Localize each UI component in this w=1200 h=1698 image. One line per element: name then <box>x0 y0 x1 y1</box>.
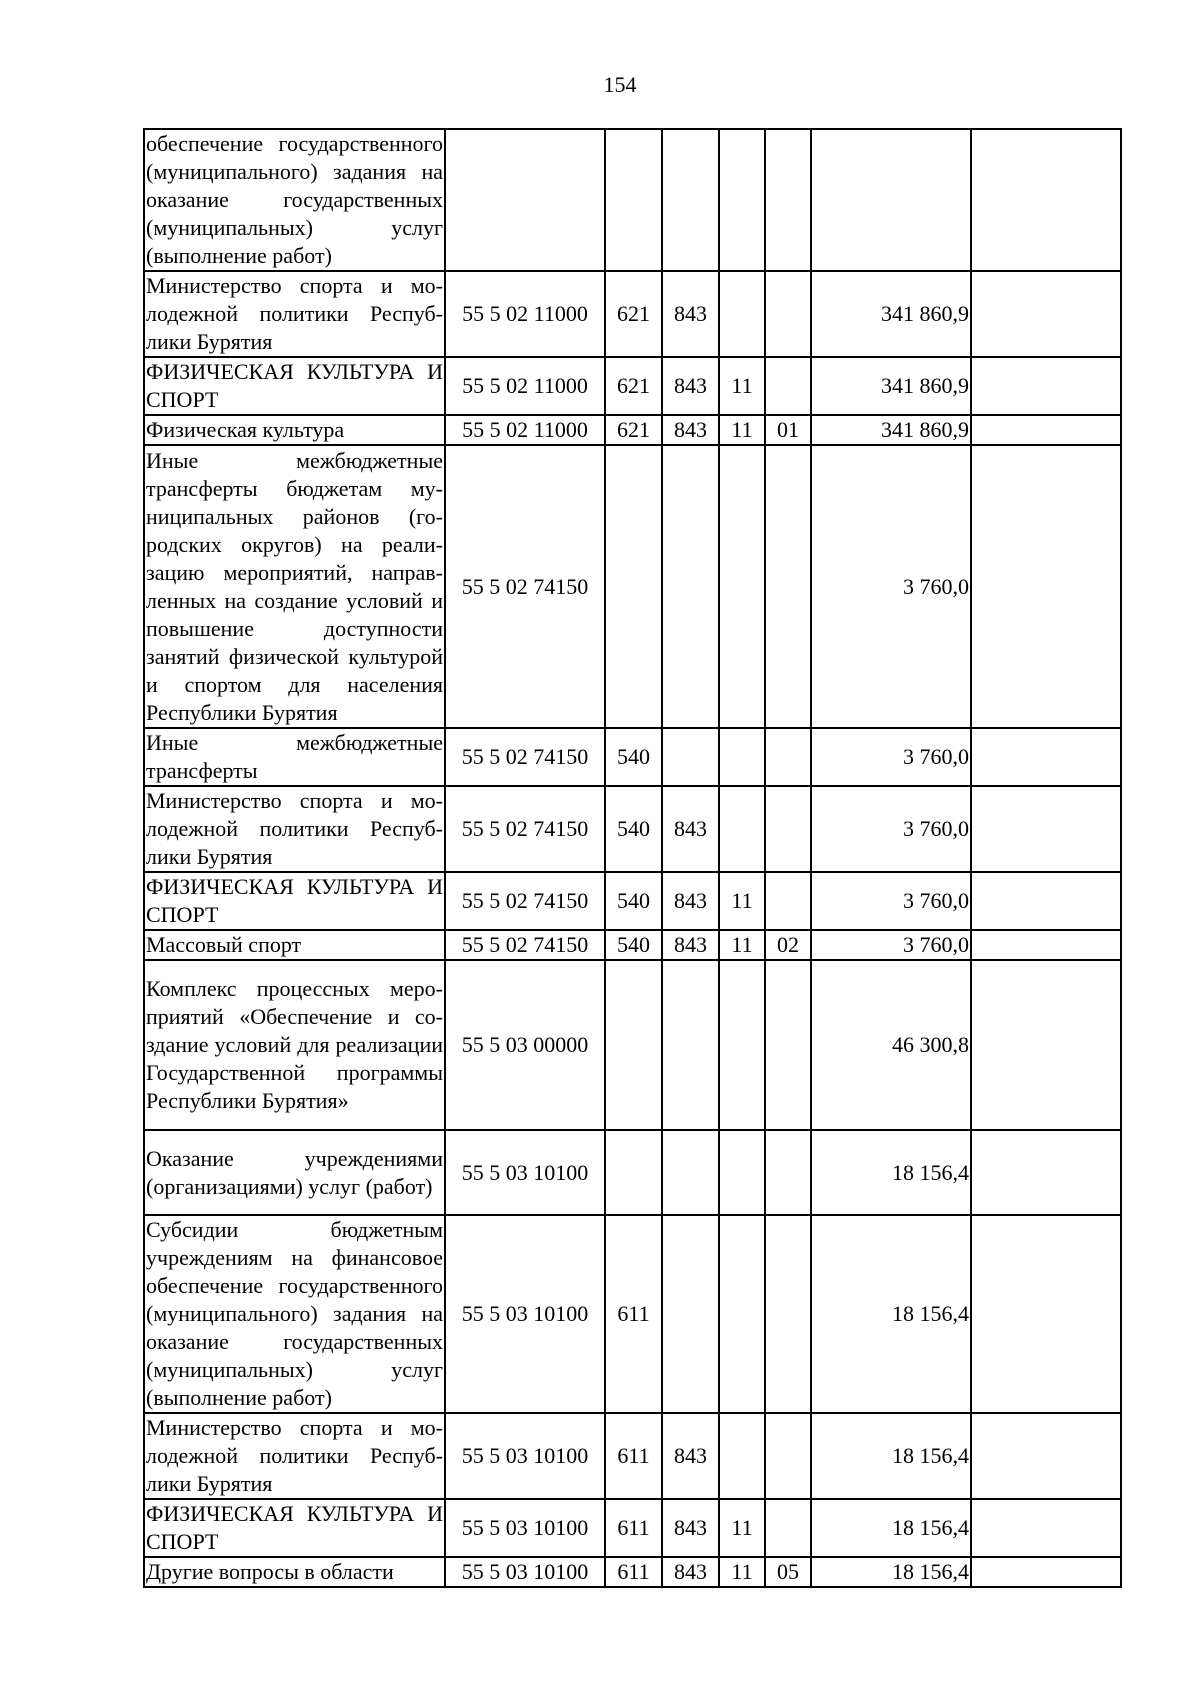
cell-vr: 611 <box>605 1413 662 1499</box>
cell-extra <box>971 1130 1121 1215</box>
cell-vr: 540 <box>605 786 662 872</box>
cell-grbs <box>662 960 719 1130</box>
cell-pr: 05 <box>765 1557 811 1587</box>
cell-grbs: 843 <box>662 1557 719 1587</box>
cell-rz: 11 <box>719 1499 765 1557</box>
cell-vr: 611 <box>605 1499 662 1557</box>
cell-name: обеспечение государственного (муниципального) задания на оказание государственных (муниципальных) услуг (выполнение работ) <box>144 129 445 271</box>
cell-csr: 55 5 03 10100 <box>445 1413 605 1499</box>
cell-extra <box>971 960 1121 1130</box>
cell-pr <box>765 786 811 872</box>
cell-grbs <box>662 445 719 728</box>
cell-vr: 540 <box>605 872 662 930</box>
cell-extra <box>971 786 1121 872</box>
cell-rz: 11 <box>719 357 765 415</box>
cell-rz <box>719 271 765 357</box>
cell-grbs: 843 <box>662 1499 719 1557</box>
cell-extra <box>971 415 1121 445</box>
cell-csr: 55 5 03 10100 <box>445 1130 605 1215</box>
cell-sum: 3 760,0 <box>811 786 971 872</box>
cell-name: Другие вопросы в области <box>144 1557 445 1587</box>
cell-pr <box>765 872 811 930</box>
cell-pr: 01 <box>765 415 811 445</box>
table-row <box>144 1215 1121 1413</box>
cell-csr <box>445 129 605 271</box>
cell-csr: 55 5 02 11000 <box>445 357 605 415</box>
cell-sum: 3 760,0 <box>811 930 971 960</box>
table-row <box>144 445 1121 728</box>
cell-extra <box>971 872 1121 930</box>
cell-extra <box>971 445 1121 728</box>
cell-grbs <box>662 1215 719 1413</box>
cell-sum: 18 156,4 <box>811 1557 971 1587</box>
cell-grbs: 843 <box>662 415 719 445</box>
cell-csr: 55 5 02 11000 <box>445 415 605 445</box>
cell-grbs: 843 <box>662 1413 719 1499</box>
cell-pr <box>765 728 811 786</box>
table-row <box>144 1130 1121 1215</box>
table-row <box>144 930 1121 960</box>
cell-pr <box>765 1215 811 1413</box>
cell-extra <box>971 1215 1121 1413</box>
cell-vr: 611 <box>605 1557 662 1587</box>
cell-name: Массовый спорт <box>144 930 445 960</box>
cell-sum: 18 156,4 <box>811 1413 971 1499</box>
cell-vr <box>605 1130 662 1215</box>
cell-extra <box>971 1499 1121 1557</box>
table-row <box>144 728 1121 786</box>
cell-sum: 46 300,8 <box>811 960 971 1130</box>
cell-csr: 55 5 02 11000 <box>445 271 605 357</box>
cell-vr: 540 <box>605 728 662 786</box>
table-row <box>144 415 1121 445</box>
cell-csr: 55 5 03 10100 <box>445 1215 605 1413</box>
page-number: 154 <box>603 72 637 97</box>
cell-csr: 55 5 03 00000 <box>445 960 605 1130</box>
cell-pr <box>765 129 811 271</box>
cell-vr <box>605 960 662 1130</box>
cell-pr <box>765 1499 811 1557</box>
table-body <box>144 129 1121 1587</box>
cell-name: Субсидии бюджетным учреждениям на финансовое обеспечение государственного (муниципального) задания на оказание государственных (муниципальных) услуг (выполнение работ) <box>144 1215 445 1413</box>
cell-extra <box>971 129 1121 271</box>
cell-sum: 18 156,4 <box>811 1499 971 1557</box>
table-row <box>144 271 1121 357</box>
cell-extra <box>971 357 1121 415</box>
cell-sum: 3 760,0 <box>811 872 971 930</box>
cell-csr: 55 5 02 74150 <box>445 930 605 960</box>
cell-rz <box>719 728 765 786</box>
cell-csr: 55 5 03 10100 <box>445 1499 605 1557</box>
cell-sum: 18 156,4 <box>811 1130 971 1215</box>
table-row <box>144 786 1121 872</box>
budget-table <box>143 128 1122 1588</box>
cell-pr: 02 <box>765 930 811 960</box>
cell-grbs <box>662 129 719 271</box>
cell-sum: 341 860,9 <box>811 415 971 445</box>
cell-name: ФИЗИЧЕСКАЯ КУЛЬТУРА И СПОРТ <box>144 357 445 415</box>
cell-sum: 18 156,4 <box>811 1215 971 1413</box>
cell-vr: 621 <box>605 415 662 445</box>
cell-vr: 621 <box>605 271 662 357</box>
cell-extra <box>971 930 1121 960</box>
cell-csr: 55 5 02 74150 <box>445 786 605 872</box>
cell-name: Министерство спорта и молодежной политики Республики Бурятия <box>144 1413 445 1499</box>
cell-rz <box>719 1215 765 1413</box>
cell-name: Министерство спорта и молодежной политики Республики Бурятия <box>144 271 445 357</box>
cell-name: Иные межбюджетные трансферты бюджетам муниципальных районов (городских округов) на реализацию мероприятий, направленных на создание условий и повышение доступности занятий физической культурой и спортом для населения Республики Бурятия <box>144 445 445 728</box>
cell-grbs: 843 <box>662 271 719 357</box>
cell-vr <box>605 129 662 271</box>
cell-rz <box>719 786 765 872</box>
cell-csr: 55 5 02 74150 <box>445 445 605 728</box>
table-row <box>144 1413 1121 1499</box>
cell-extra <box>971 1413 1121 1499</box>
cell-pr <box>765 445 811 728</box>
cell-name: Комплекс процессных мероприятий «Обеспечение и создание условий для реализации Государственной программы Республики Бурятия» <box>144 960 445 1130</box>
cell-pr <box>765 271 811 357</box>
cell-vr: 621 <box>605 357 662 415</box>
cell-sum: 341 860,9 <box>811 271 971 357</box>
cell-rz: 11 <box>719 415 765 445</box>
cell-name: Оказание учреждениями (организациями) услуг (работ) <box>144 1130 445 1215</box>
cell-grbs <box>662 1130 719 1215</box>
cell-rz <box>719 1130 765 1215</box>
cell-csr: 55 5 02 74150 <box>445 872 605 930</box>
cell-extra <box>971 1557 1121 1587</box>
cell-pr <box>765 1130 811 1215</box>
cell-pr <box>765 960 811 1130</box>
cell-rz: 11 <box>719 930 765 960</box>
cell-name: Иные межбюджетные трансферты <box>144 728 445 786</box>
cell-rz: 11 <box>719 872 765 930</box>
cell-vr: 540 <box>605 930 662 960</box>
cell-vr <box>605 445 662 728</box>
cell-rz <box>719 1413 765 1499</box>
cell-name: Министерство спорта и молодежной политики Республики Бурятия <box>144 786 445 872</box>
cell-rz: 11 <box>719 1557 765 1587</box>
table-row <box>144 1499 1121 1557</box>
table-row <box>144 960 1121 1130</box>
table-row <box>144 129 1121 271</box>
cell-vr: 611 <box>605 1215 662 1413</box>
cell-sum: 3 760,0 <box>811 445 971 728</box>
cell-grbs: 843 <box>662 786 719 872</box>
cell-rz <box>719 960 765 1130</box>
cell-rz <box>719 445 765 728</box>
cell-sum: 3 760,0 <box>811 728 971 786</box>
cell-rz <box>719 129 765 271</box>
cell-extra <box>971 271 1121 357</box>
cell-name: ФИЗИЧЕСКАЯ КУЛЬТУРА И СПОРТ <box>144 1499 445 1557</box>
table-row <box>144 872 1121 930</box>
cell-extra <box>971 728 1121 786</box>
cell-grbs: 843 <box>662 930 719 960</box>
cell-pr <box>765 1413 811 1499</box>
cell-grbs: 843 <box>662 357 719 415</box>
cell-sum: 341 860,9 <box>811 357 971 415</box>
cell-name: ФИЗИЧЕСКАЯ КУЛЬТУРА И СПОРТ <box>144 872 445 930</box>
table-row <box>144 1557 1121 1587</box>
cell-csr: 55 5 02 74150 <box>445 728 605 786</box>
cell-csr: 55 5 03 10100 <box>445 1557 605 1587</box>
cell-pr <box>765 357 811 415</box>
table-row <box>144 357 1121 415</box>
cell-name: Физическая культура <box>144 415 445 445</box>
cell-grbs <box>662 728 719 786</box>
cell-grbs: 843 <box>662 872 719 930</box>
cell-sum <box>811 129 971 271</box>
